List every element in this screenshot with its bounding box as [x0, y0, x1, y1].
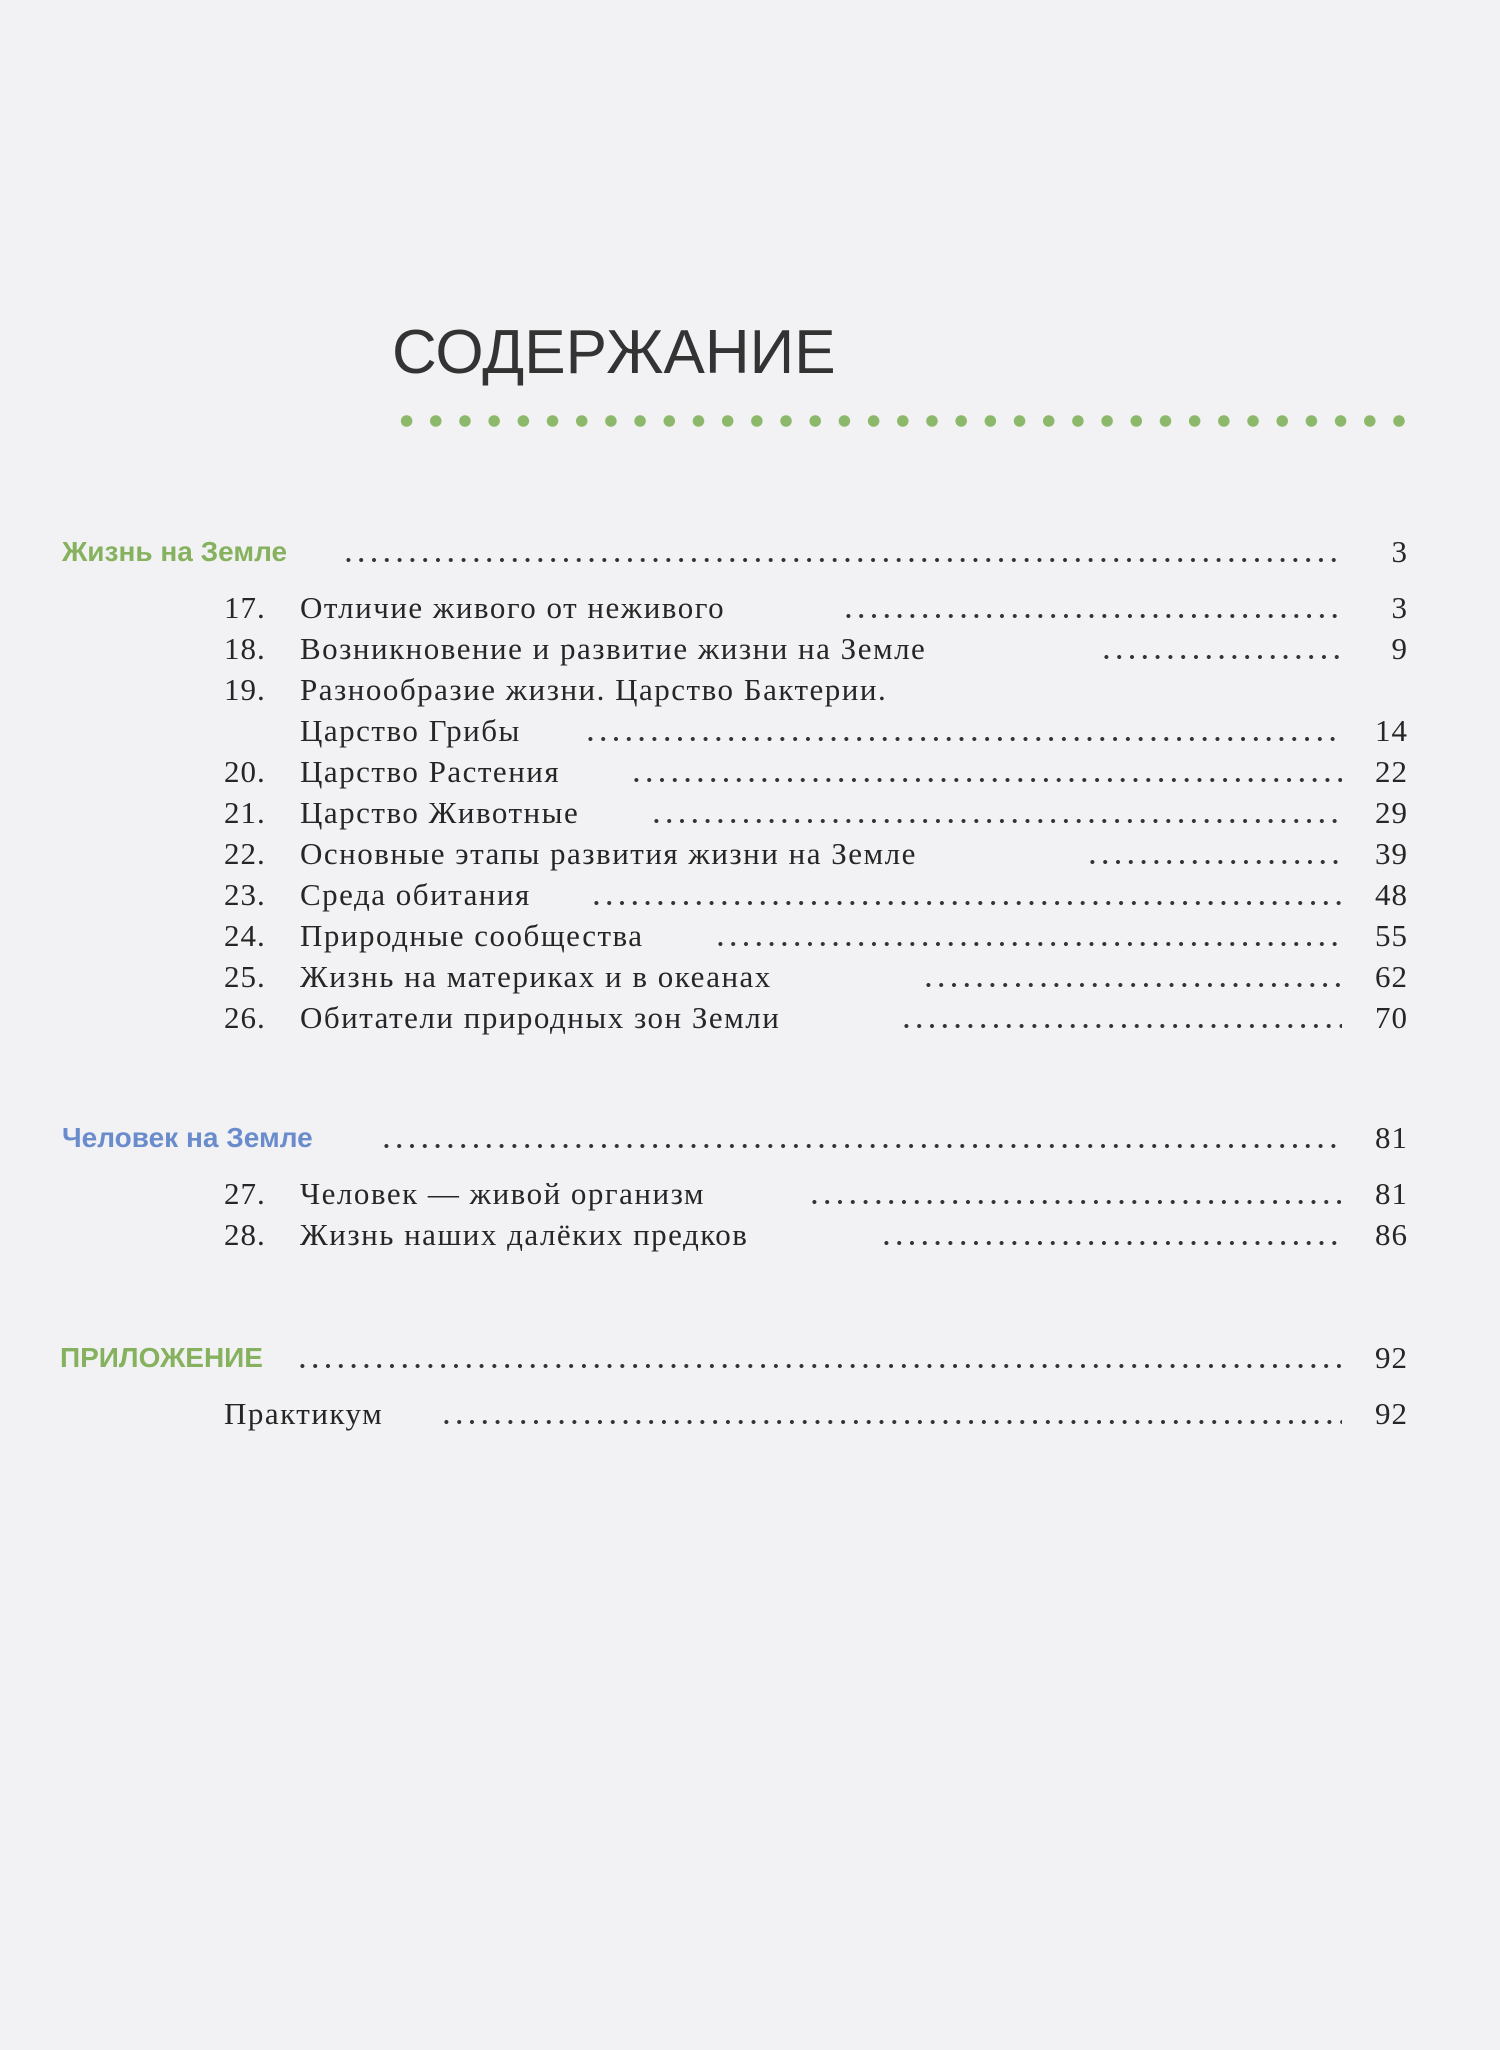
- chapter-number: 26.: [224, 1000, 266, 1035]
- chapter-title: Человек — живой организм: [300, 1176, 706, 1211]
- toc-entry[interactable]: [0, 791, 1500, 835]
- chapter-title: Царство Животные: [300, 795, 580, 830]
- dot-leader: [880, 1240, 1342, 1246]
- chapter-title: Разнообразие жизни. Царство Бактерии.: [300, 672, 888, 707]
- toc-entry[interactable]: [0, 914, 1500, 958]
- dot-leader: [900, 1023, 1342, 1029]
- chapter-number: 20.: [224, 754, 266, 789]
- dot-leader: [590, 900, 1342, 906]
- toc-entry[interactable]: [0, 668, 1500, 712]
- page-number: 3: [1391, 534, 1408, 569]
- chapter-number: 18.: [224, 631, 266, 666]
- toc-section-heading[interactable]: [0, 530, 1500, 574]
- dot-leader: [1100, 654, 1342, 660]
- appendix-title: Практикум: [224, 1396, 384, 1431]
- chapter-title: Жизнь на материках и в океанах: [300, 959, 772, 994]
- toc-section-heading[interactable]: [0, 1336, 1500, 1380]
- title-dotted-rule: [392, 414, 1414, 428]
- chapter-title: Обитатели природных зон Земли: [300, 1000, 781, 1035]
- dot-leader: [342, 557, 1342, 563]
- page-number: 48: [1375, 877, 1408, 912]
- chapter-title: Жизнь наших далёких предков: [300, 1217, 749, 1252]
- dot-leader: [650, 818, 1342, 824]
- chapter-title: Возникновение и развитие жизни на Земле: [300, 631, 927, 666]
- toc-entry[interactable]: [0, 1213, 1500, 1257]
- dot-leader: [296, 1363, 1342, 1369]
- chapter-title: Среда обитания: [300, 877, 531, 912]
- section-title: Человек на Земле: [62, 1122, 313, 1153]
- dot-leader: [842, 613, 1342, 619]
- toc-entry[interactable]: [0, 832, 1500, 876]
- page-number: 14: [1375, 713, 1408, 748]
- page-number: 92: [1375, 1340, 1408, 1375]
- dot-leader: [380, 1143, 1342, 1149]
- chapter-title: Основные этапы развития жизни на Земле: [300, 836, 917, 871]
- toc-entry[interactable]: [0, 996, 1500, 1040]
- toc-entry[interactable]: [0, 873, 1500, 917]
- chapter-number: 22.: [224, 836, 266, 871]
- page-number: 81: [1375, 1120, 1408, 1155]
- page-title: СОДЕРЖАНИЕ: [392, 318, 836, 387]
- page-number: 70: [1375, 1000, 1408, 1035]
- dot-leader: [1086, 859, 1342, 865]
- chapter-title: Отличие живого от неживого: [300, 590, 726, 625]
- chapter-title: Природные сообщества: [300, 918, 644, 953]
- dot-leader: [630, 777, 1342, 783]
- page-number: 22: [1375, 754, 1408, 789]
- chapter-title-continuation: Царство Грибы: [300, 713, 521, 748]
- page-number: 29: [1375, 795, 1408, 830]
- dot-leader: [584, 736, 1342, 742]
- page-number: 92: [1375, 1396, 1408, 1431]
- toc-entry[interactable]: [0, 1172, 1500, 1216]
- toc-section-heading[interactable]: [0, 1116, 1500, 1160]
- chapter-number: 27.: [224, 1176, 266, 1211]
- toc-entry[interactable]: [0, 1392, 1500, 1436]
- chapter-number: 21.: [224, 795, 266, 830]
- toc-entry-continuation[interactable]: [0, 709, 1500, 753]
- chapter-number: 17.: [224, 590, 266, 625]
- page-number: 81: [1375, 1176, 1408, 1211]
- section-title: Жизнь на Земле: [62, 536, 288, 567]
- dot-leader: [440, 1419, 1342, 1425]
- toc-entry[interactable]: [0, 627, 1500, 671]
- section-title: ПРИЛОЖЕНИЕ: [60, 1342, 263, 1373]
- page-number: 9: [1391, 631, 1408, 666]
- page-number: 3: [1391, 590, 1408, 625]
- chapter-number: 24.: [224, 918, 266, 953]
- dot-leader: [922, 982, 1342, 988]
- chapter-number: 28.: [224, 1217, 266, 1252]
- dot-leader: [808, 1199, 1342, 1205]
- page-number: 62: [1375, 959, 1408, 994]
- chapter-number: 25.: [224, 959, 266, 994]
- toc-entry[interactable]: [0, 586, 1500, 630]
- chapter-number: 19.: [224, 672, 266, 707]
- dot-leader: [714, 941, 1342, 947]
- page-number: 55: [1375, 918, 1408, 953]
- toc-entry[interactable]: [0, 955, 1500, 999]
- page-number: 39: [1375, 836, 1408, 871]
- page-number: 86: [1375, 1217, 1408, 1252]
- chapter-number: 23.: [224, 877, 266, 912]
- chapter-title: Царство Растения: [300, 754, 561, 789]
- toc-entry[interactable]: [0, 750, 1500, 794]
